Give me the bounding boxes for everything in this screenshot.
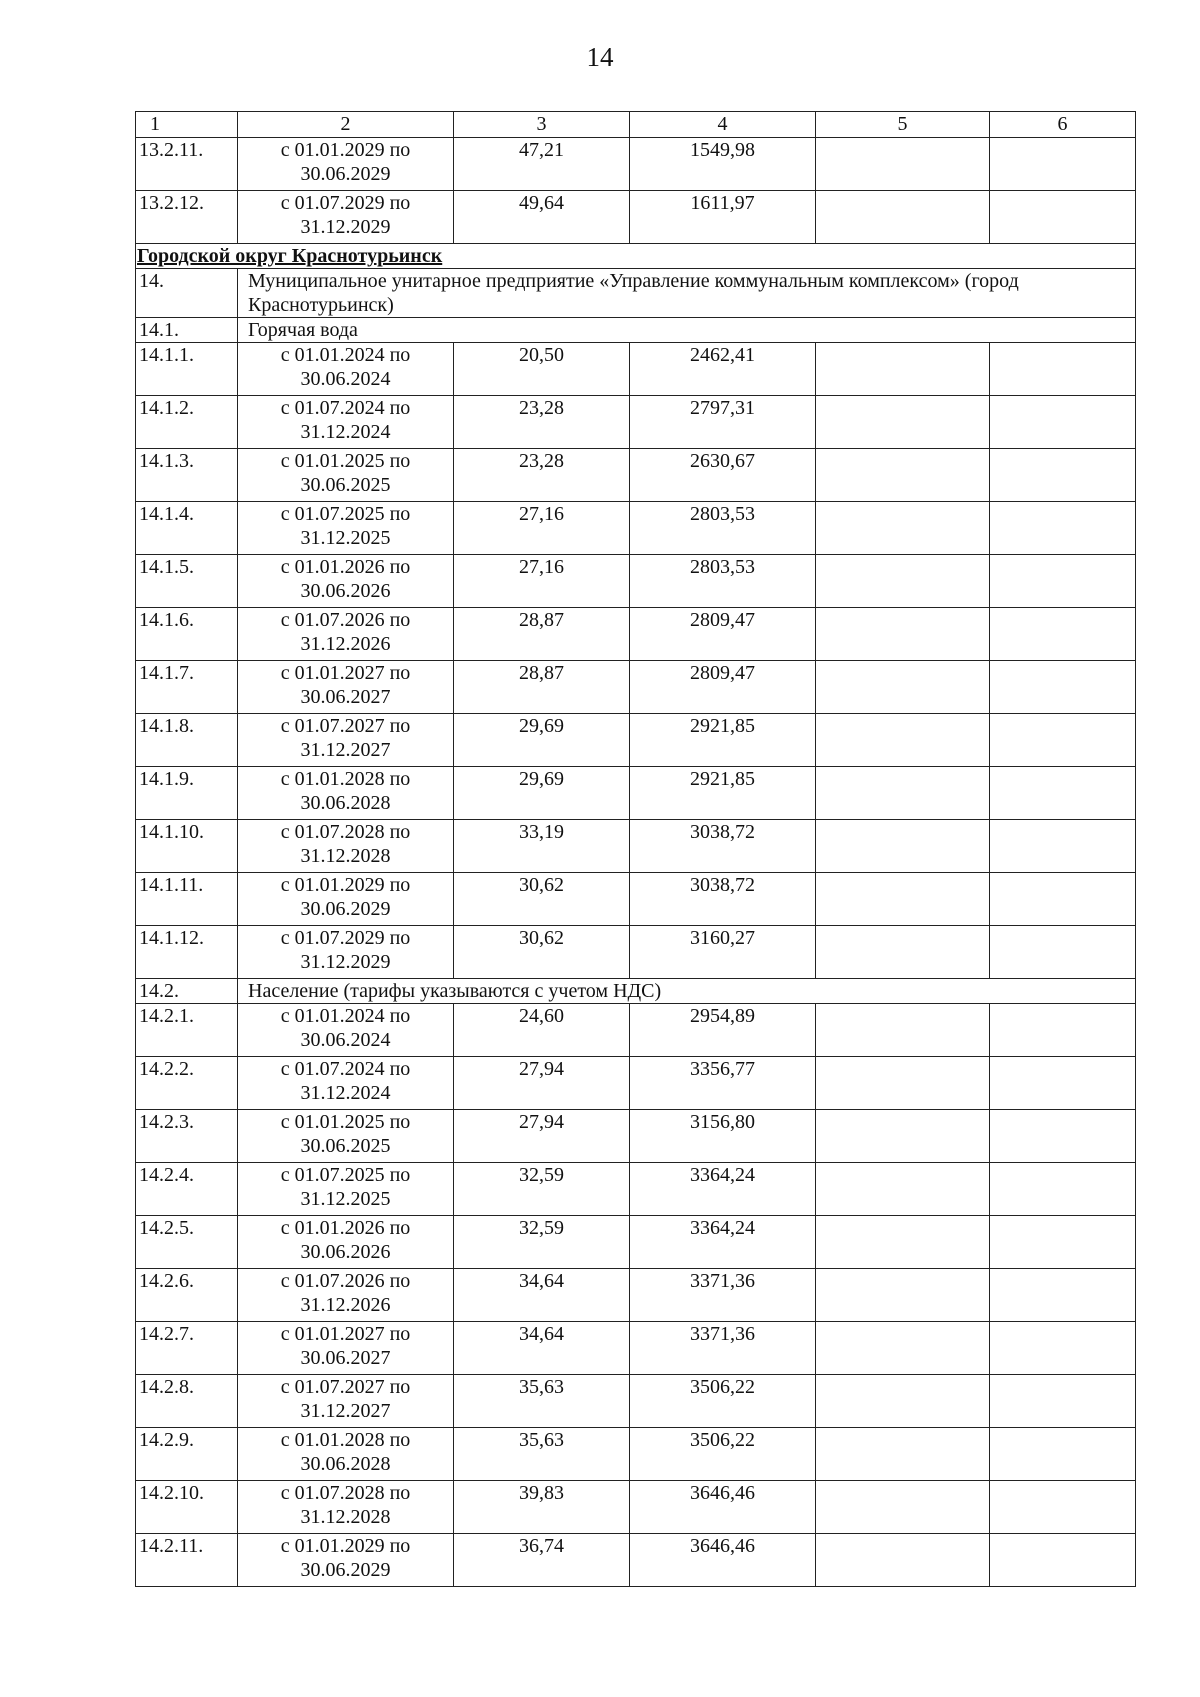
row-number: 14.2.11. (136, 1534, 238, 1587)
period-cell: с 01.01.2029 по 30.06.2029 (238, 1534, 454, 1587)
column-number-1: 1 (136, 112, 238, 138)
row-number: 14.1.8. (136, 714, 238, 767)
row-number: 14.1.6. (136, 608, 238, 661)
tariff-table-body (136, 112, 1136, 1587)
section-hot-water-title: Горячая вода (238, 318, 1136, 343)
column-number-4: 4 (630, 112, 816, 138)
row-number: 13.2.12. (136, 191, 238, 244)
period-cell: с 01.01.2025 по 30.06.2025 (238, 449, 454, 502)
value-col3: 30,62 (454, 873, 630, 926)
table-row (136, 1216, 1136, 1269)
value-col5 (816, 1110, 990, 1163)
period-cell: с 01.01.2025 по 30.06.2025 (238, 1110, 454, 1163)
value-col5 (816, 1004, 990, 1057)
value-col4: 2630,67 (630, 449, 816, 502)
period-cell: с 01.01.2024 по 30.06.2024 (238, 343, 454, 396)
value-col3: 28,87 (454, 661, 630, 714)
value-col3: 34,64 (454, 1322, 630, 1375)
section-population-title: Население (тарифы указываются с учетом НДС) (238, 979, 1136, 1004)
table-row (136, 138, 1136, 191)
value-col5 (816, 396, 990, 449)
period-cell: с 01.01.2027 по 30.06.2027 (238, 661, 454, 714)
row-number: 14.2.3. (136, 1110, 238, 1163)
row-number: 14.1.1. (136, 343, 238, 396)
period-cell: с 01.01.2024 по 30.06.2024 (238, 1004, 454, 1057)
value-col6 (990, 191, 1136, 244)
value-col4: 3364,24 (630, 1163, 816, 1216)
district-title: Городской округ Краснотурьинск (136, 244, 1136, 269)
row-number: 14.1.4. (136, 502, 238, 555)
value-col5 (816, 1534, 990, 1587)
value-col3: 33,19 (454, 820, 630, 873)
column-number-2: 2 (238, 112, 454, 138)
table-row (136, 343, 1136, 396)
value-col4: 2921,85 (630, 767, 816, 820)
table-row (136, 1428, 1136, 1481)
row-number: 14.2.2. (136, 1057, 238, 1110)
column-number-5: 5 (816, 112, 990, 138)
value-col5 (816, 926, 990, 979)
row-number: 14.1.2. (136, 396, 238, 449)
section-hot-water (136, 318, 1136, 343)
row-number: 14.2.8. (136, 1375, 238, 1428)
value-col3: 29,69 (454, 767, 630, 820)
period-cell: с 01.01.2029 по 30.06.2029 (238, 138, 454, 191)
value-col3: 23,28 (454, 396, 630, 449)
table-row (136, 1375, 1136, 1428)
value-col4: 2462,41 (630, 343, 816, 396)
value-col4: 3506,22 (630, 1428, 816, 1481)
value-col6 (990, 1481, 1136, 1534)
table-row (136, 502, 1136, 555)
value-col3: 36,74 (454, 1534, 630, 1587)
value-col5 (816, 555, 990, 608)
row-number: 14.2.9. (136, 1428, 238, 1481)
value-col3: 27,16 (454, 555, 630, 608)
value-col5 (816, 608, 990, 661)
value-col4: 1549,98 (630, 138, 816, 191)
value-col3: 27,16 (454, 502, 630, 555)
value-col6 (990, 608, 1136, 661)
value-col6 (990, 926, 1136, 979)
row-number: 14.1.7. (136, 661, 238, 714)
value-col4: 3646,46 (630, 1481, 816, 1534)
row-number: 14.1.9. (136, 767, 238, 820)
table-row (136, 396, 1136, 449)
table-row (136, 1534, 1136, 1587)
value-col6 (990, 1322, 1136, 1375)
row-number: 14.2.6. (136, 1269, 238, 1322)
value-col3: 35,63 (454, 1428, 630, 1481)
row-number: 14.2.10. (136, 1481, 238, 1534)
value-col6 (990, 343, 1136, 396)
period-cell: с 01.07.2027 по 31.12.2027 (238, 714, 454, 767)
value-col3: 27,94 (454, 1110, 630, 1163)
table-row (136, 1481, 1136, 1534)
value-col3: 24,60 (454, 1004, 630, 1057)
section-population-number: 14.2. (136, 979, 238, 1004)
value-col4: 2809,47 (630, 608, 816, 661)
value-col4: 3156,80 (630, 1110, 816, 1163)
table-row (136, 1110, 1136, 1163)
table-row (136, 714, 1136, 767)
value-col3: 30,62 (454, 926, 630, 979)
tariff-table (135, 111, 1136, 1587)
table-row (136, 820, 1136, 873)
table-row (136, 1322, 1136, 1375)
period-cell: с 01.01.2026 по 30.06.2026 (238, 1216, 454, 1269)
value-col6 (990, 767, 1136, 820)
value-col4: 2803,53 (630, 502, 816, 555)
value-col5 (816, 138, 990, 191)
value-col4: 2921,85 (630, 714, 816, 767)
value-col6 (990, 396, 1136, 449)
table-row (136, 555, 1136, 608)
row-number: 13.2.11. (136, 138, 238, 191)
district-row (136, 244, 1136, 269)
value-col3: 32,59 (454, 1216, 630, 1269)
value-col5 (816, 1216, 990, 1269)
row-number: 14.2.5. (136, 1216, 238, 1269)
period-cell: с 01.07.2029 по 31.12.2029 (238, 191, 454, 244)
row-number: 14.1.3. (136, 449, 238, 502)
period-cell: с 01.07.2028 по 31.12.2028 (238, 1481, 454, 1534)
value-col6 (990, 661, 1136, 714)
table-row (136, 1269, 1136, 1322)
period-cell: с 01.01.2027 по 30.06.2027 (238, 1322, 454, 1375)
value-col5 (816, 1057, 990, 1110)
value-col6 (990, 138, 1136, 191)
period-cell: с 01.01.2028 по 30.06.2028 (238, 767, 454, 820)
value-col4: 3038,72 (630, 873, 816, 926)
period-cell: с 01.01.2029 по 30.06.2029 (238, 873, 454, 926)
value-col4: 3356,77 (630, 1057, 816, 1110)
value-col6 (990, 1375, 1136, 1428)
value-col6 (990, 1428, 1136, 1481)
value-col6 (990, 1057, 1136, 1110)
value-col6 (990, 820, 1136, 873)
value-col5 (816, 1163, 990, 1216)
value-col4: 1611,97 (630, 191, 816, 244)
value-col3: 34,64 (454, 1269, 630, 1322)
value-col4: 2803,53 (630, 555, 816, 608)
value-col4: 3364,24 (630, 1216, 816, 1269)
value-col6 (990, 714, 1136, 767)
table-row (136, 1163, 1136, 1216)
value-col4: 3506,22 (630, 1375, 816, 1428)
organization-row-title: Муниципальное унитарное предприятие «Управление коммунальным комплексом» (город Краснотурьинск) (238, 269, 1136, 318)
value-col6 (990, 1163, 1136, 1216)
row-number: 14.2.1. (136, 1004, 238, 1057)
table-row (136, 608, 1136, 661)
value-col3: 35,63 (454, 1375, 630, 1428)
value-col6 (990, 1534, 1136, 1587)
value-col5 (816, 873, 990, 926)
row-number: 14.1.11. (136, 873, 238, 926)
value-col5 (816, 1322, 990, 1375)
value-col3: 23,28 (454, 449, 630, 502)
value-col5 (816, 1428, 990, 1481)
value-col5 (816, 1481, 990, 1534)
value-col5 (816, 191, 990, 244)
organization-row (136, 269, 1136, 318)
value-col4: 2809,47 (630, 661, 816, 714)
column-number-6: 6 (990, 112, 1136, 138)
period-cell: с 01.07.2024 по 31.12.2024 (238, 1057, 454, 1110)
table-row (136, 1004, 1136, 1057)
value-col5 (816, 449, 990, 502)
table-row (136, 873, 1136, 926)
row-number: 14.2.7. (136, 1322, 238, 1375)
row-number: 14.1.5. (136, 555, 238, 608)
value-col3: 29,69 (454, 714, 630, 767)
table-row (136, 767, 1136, 820)
value-col6 (990, 1216, 1136, 1269)
table-row (136, 191, 1136, 244)
value-col3: 39,83 (454, 1481, 630, 1534)
value-col5 (816, 343, 990, 396)
value-col3: 32,59 (454, 1163, 630, 1216)
value-col4: 3038,72 (630, 820, 816, 873)
value-col5 (816, 767, 990, 820)
value-col6 (990, 873, 1136, 926)
table-row (136, 1057, 1136, 1110)
column-number-3: 3 (454, 112, 630, 138)
value-col4: 3371,36 (630, 1269, 816, 1322)
organization-row-number: 14. (136, 269, 238, 318)
period-cell: с 01.07.2027 по 31.12.2027 (238, 1375, 454, 1428)
table-row (136, 661, 1136, 714)
value-col6 (990, 502, 1136, 555)
page-number: 14 (586, 42, 614, 72)
row-number: 14.2.4. (136, 1163, 238, 1216)
period-cell: с 01.07.2025 по 31.12.2025 (238, 1163, 454, 1216)
value-col6 (990, 1110, 1136, 1163)
value-col5 (816, 1269, 990, 1322)
period-cell: с 01.07.2024 по 31.12.2024 (238, 396, 454, 449)
value-col3: 49,64 (454, 191, 630, 244)
table-row (136, 449, 1136, 502)
period-cell: с 01.07.2029 по 31.12.2029 (238, 926, 454, 979)
column-number-row (136, 112, 1136, 138)
period-cell: с 01.01.2026 по 30.06.2026 (238, 555, 454, 608)
row-number: 14.1.12. (136, 926, 238, 979)
section-population (136, 979, 1136, 1004)
value-col4: 3371,36 (630, 1322, 816, 1375)
table-row (136, 926, 1136, 979)
value-col6 (990, 1004, 1136, 1057)
value-col6 (990, 449, 1136, 502)
period-cell: с 01.07.2025 по 31.12.2025 (238, 502, 454, 555)
value-col5 (816, 502, 990, 555)
value-col4: 2797,31 (630, 396, 816, 449)
value-col3: 28,87 (454, 608, 630, 661)
period-cell: с 01.07.2026 по 31.12.2026 (238, 608, 454, 661)
value-col3: 27,94 (454, 1057, 630, 1110)
period-cell: с 01.07.2026 по 31.12.2026 (238, 1269, 454, 1322)
value-col5 (816, 661, 990, 714)
section-hot-water-number: 14.1. (136, 318, 238, 343)
value-col3: 47,21 (454, 138, 630, 191)
value-col4: 2954,89 (630, 1004, 816, 1057)
value-col6 (990, 1269, 1136, 1322)
value-col5 (816, 820, 990, 873)
value-col5 (816, 1375, 990, 1428)
value-col6 (990, 555, 1136, 608)
row-number: 14.1.10. (136, 820, 238, 873)
period-cell: с 01.01.2028 по 30.06.2028 (238, 1428, 454, 1481)
value-col4: 3646,46 (630, 1534, 816, 1587)
value-col5 (816, 714, 990, 767)
value-col4: 3160,27 (630, 926, 816, 979)
value-col3: 20,50 (454, 343, 630, 396)
period-cell: с 01.07.2028 по 31.12.2028 (238, 820, 454, 873)
